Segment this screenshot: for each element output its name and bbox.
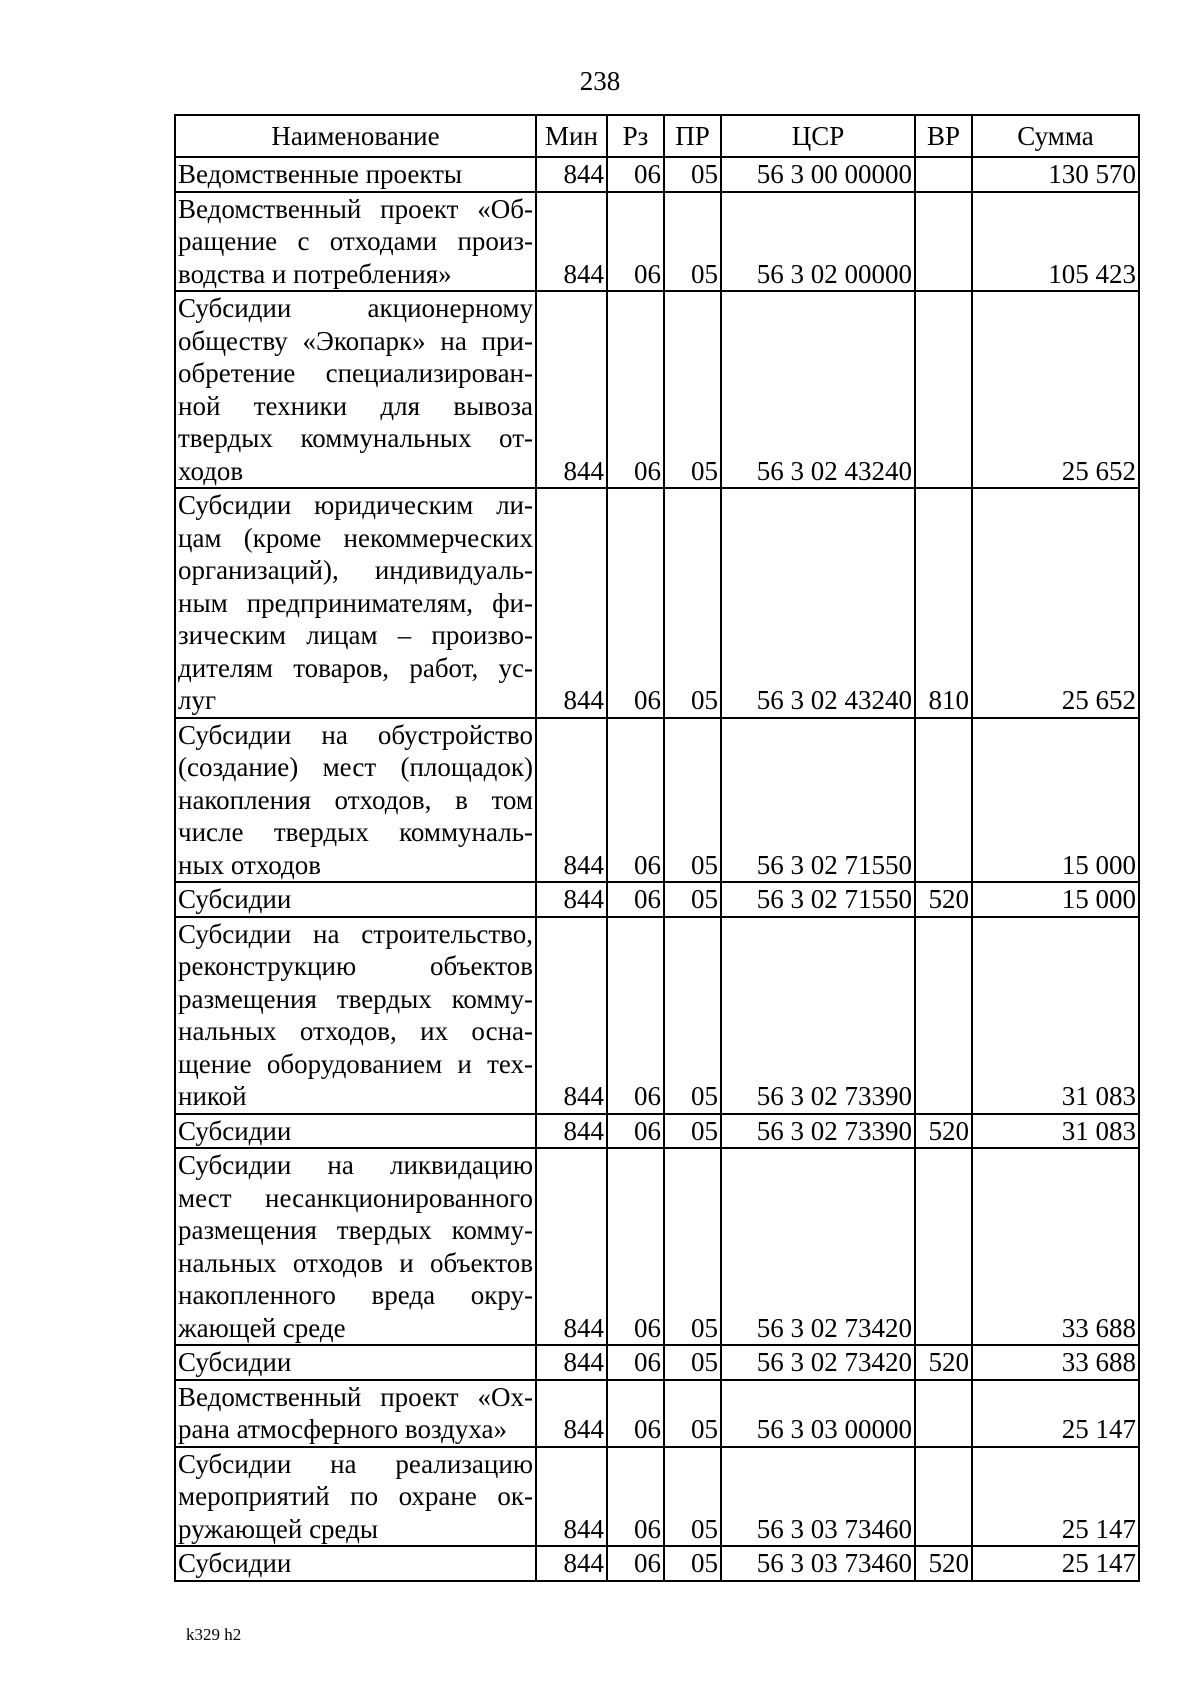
row-sum: 105 423 [972, 192, 1139, 292]
row-name-line: жающей среде [178, 1312, 346, 1343]
row-name-line: ных отходов [178, 849, 321, 880]
row-rz: 06 [607, 1148, 664, 1345]
row-name [175, 882, 536, 917]
row-name-line: Субсидии акционерному [178, 293, 533, 323]
header-csr: ЦСР [721, 115, 915, 157]
row-name-line: рана атмосферного воздуха» [178, 1414, 508, 1444]
row-pr: 05 [664, 488, 721, 718]
row-csr: 56 3 03 00000 [721, 1380, 915, 1447]
table-body [175, 157, 1139, 1581]
row-min: 844 [536, 1148, 607, 1345]
row-pr: 05 [664, 291, 721, 488]
row-name [175, 1380, 536, 1447]
header-rz: Рз [607, 115, 664, 157]
row-name-line: обретение специализирован- [178, 358, 533, 388]
row-rz: 06 [607, 488, 664, 718]
row-name-line: ращение с отходами произ- [178, 226, 533, 256]
row-name-line: цам (кроме некоммерческих [178, 522, 533, 553]
row-csr: 56 3 02 71550 [721, 882, 915, 917]
row-vr: 520 [915, 1546, 972, 1581]
row-sum: 33 688 [972, 1148, 1139, 1345]
row-csr: 56 3 02 73420 [721, 1345, 915, 1380]
row-name-line: организаций), индивидуаль- [178, 555, 533, 585]
row-rz: 06 [607, 917, 664, 1114]
row-min: 844 [536, 1546, 607, 1581]
row-sum: 31 083 [972, 917, 1139, 1114]
row-vr: 520 [915, 1345, 972, 1380]
row-name [175, 1546, 536, 1581]
row-csr: 56 3 02 43240 [721, 488, 915, 718]
row-name-line: реконструкцию объектов [178, 951, 533, 981]
row-name-line: луг [178, 685, 217, 715]
row-name-line: Субсидии на обустройство [178, 719, 533, 750]
row-pr: 05 [664, 1546, 721, 1581]
header-vr: ВР [915, 115, 972, 157]
table-row [175, 1546, 1139, 1581]
row-name-line: размещения твердых комму- [178, 983, 533, 1014]
row-pr: 05 [664, 1114, 721, 1149]
footer-code: k329 h2 [186, 1625, 242, 1644]
row-name-line: мероприятий по охране ок- [178, 1481, 533, 1511]
row-min: 844 [536, 1447, 607, 1547]
row-name [175, 718, 536, 883]
row-rz: 06 [607, 157, 664, 192]
row-sum: 15 000 [972, 882, 1139, 917]
page-number: 238 [579, 66, 621, 96]
table-row [175, 192, 1139, 292]
row-sum: 25 147 [972, 1447, 1139, 1547]
row-name-line: размещения твердых комму- [178, 1215, 533, 1245]
header-sum: Сумма [972, 115, 1139, 157]
table-row [175, 1148, 1139, 1345]
row-name [175, 1114, 536, 1149]
row-sum: 25 652 [972, 291, 1139, 488]
row-name-line: Субсидии юридическим ли- [178, 490, 533, 520]
row-name-line: Ведомственный проект «Об- [178, 193, 533, 224]
row-name-line: накопленного вреда окру- [178, 1280, 533, 1310]
row-rz: 06 [607, 1380, 664, 1447]
row-vr: 520 [915, 882, 972, 917]
row-min: 844 [536, 291, 607, 488]
table-row [175, 1380, 1139, 1447]
row-pr: 05 [664, 1345, 721, 1380]
row-min: 844 [536, 488, 607, 718]
row-sum: 31 083 [972, 1114, 1139, 1149]
row-name-line: мест несанкционированного [178, 1182, 533, 1213]
row-sum: 33 688 [972, 1345, 1139, 1380]
row-vr [915, 917, 972, 1114]
row-name [175, 917, 536, 1114]
row-pr: 05 [664, 917, 721, 1114]
row-csr: 56 3 02 00000 [721, 192, 915, 292]
row-name-line: никой [178, 1081, 247, 1111]
table-row [175, 718, 1139, 883]
table-row [175, 882, 1139, 917]
row-min: 844 [536, 917, 607, 1114]
row-name [175, 157, 536, 192]
row-vr [915, 1148, 972, 1345]
table-row [175, 157, 1139, 192]
row-pr: 05 [664, 192, 721, 292]
row-name-line: обществу «Экопарк» на при- [178, 325, 533, 356]
row-vr [915, 718, 972, 883]
row-sum: 130 570 [972, 157, 1139, 192]
row-name-line: Субсидии [178, 1548, 292, 1578]
row-name-line: (создание) мест (площадок) [178, 752, 533, 782]
row-csr: 56 3 00 00000 [721, 157, 915, 192]
row-csr: 56 3 02 73390 [721, 917, 915, 1114]
row-csr: 56 3 02 71550 [721, 718, 915, 883]
row-csr: 56 3 03 73460 [721, 1546, 915, 1581]
table-row [175, 1345, 1139, 1380]
header-min: Мин [536, 115, 607, 157]
row-rz: 06 [607, 192, 664, 292]
row-csr: 56 3 02 73420 [721, 1148, 915, 1345]
table-row [175, 1447, 1139, 1547]
row-pr: 05 [664, 1148, 721, 1345]
row-sum: 15 000 [972, 718, 1139, 883]
table-row [175, 488, 1139, 718]
row-sum: 25 147 [972, 1546, 1139, 1581]
row-name-line: нальных отходов, их осна- [178, 1016, 533, 1046]
budget-table [174, 114, 1140, 1582]
row-vr: 520 [915, 1114, 972, 1149]
row-rz: 06 [607, 291, 664, 488]
row-name [175, 291, 536, 488]
header-pr: ПР [664, 115, 721, 157]
row-name-line: Субсидии на ликвидацию [178, 1150, 533, 1180]
row-name-line: Субсидии на реализацию [178, 1448, 533, 1479]
table-row [175, 1114, 1139, 1149]
row-name-line: водства и потребления» [178, 258, 452, 289]
row-rz: 06 [607, 1546, 664, 1581]
row-vr [915, 157, 972, 192]
row-name-line: Субсидии на строительство, [178, 918, 533, 949]
row-name [175, 192, 536, 292]
row-min: 844 [536, 1380, 607, 1447]
row-name-line: ным предпринимателям, фи- [178, 587, 533, 618]
row-rz: 06 [607, 718, 664, 883]
row-rz: 06 [607, 1345, 664, 1380]
row-name-line: дителям товаров, работ, ус- [178, 652, 533, 683]
row-csr: 56 3 03 73460 [721, 1447, 915, 1547]
row-name-line: Субсидии [178, 1115, 292, 1146]
row-min: 844 [536, 1345, 607, 1380]
row-rz: 06 [607, 1114, 664, 1149]
row-pr: 05 [664, 1447, 721, 1547]
header-name: Наименование [175, 115, 536, 157]
row-name-line: ной техники для вывоза [178, 390, 533, 421]
row-name [175, 488, 536, 718]
row-sum: 25 652 [972, 488, 1139, 718]
row-name [175, 1148, 536, 1345]
row-pr: 05 [664, 882, 721, 917]
table-row [175, 291, 1139, 488]
row-name-line: щение оборудованием и тех- [178, 1048, 533, 1079]
row-min: 844 [536, 192, 607, 292]
row-pr: 05 [664, 718, 721, 883]
row-csr: 56 3 02 43240 [721, 291, 915, 488]
row-vr: 810 [915, 488, 972, 718]
row-name-line: Ведомственные проекты [178, 159, 463, 189]
row-min: 844 [536, 1114, 607, 1149]
row-vr [915, 291, 972, 488]
row-name-line: накопления отходов, в том [178, 784, 533, 815]
row-min: 844 [536, 157, 607, 192]
row-name-line: твердых коммунальных от- [178, 423, 533, 453]
row-name-line: ружающей среды [178, 1513, 379, 1544]
row-name-line: зическим лицам – произво- [178, 620, 533, 650]
row-min: 844 [536, 718, 607, 883]
row-name-line: Субсидии [178, 884, 292, 914]
table-header-row [175, 115, 1139, 157]
table-row [175, 917, 1139, 1114]
row-name-line: нальных отходов и объектов [178, 1247, 533, 1278]
row-vr [915, 192, 972, 292]
row-pr: 05 [664, 157, 721, 192]
row-pr: 05 [664, 1380, 721, 1447]
row-vr [915, 1380, 972, 1447]
row-name [175, 1447, 536, 1547]
row-name-line: ходов [178, 455, 244, 486]
row-name-line: числе твердых коммуналь- [178, 817, 533, 847]
row-vr [915, 1447, 972, 1547]
row-name-line: Ведомственный проект «Ох- [178, 1381, 533, 1412]
row-csr: 56 3 02 73390 [721, 1114, 915, 1149]
row-name-line: Субсидии [178, 1347, 292, 1377]
row-min: 844 [536, 882, 607, 917]
row-rz: 06 [607, 1447, 664, 1547]
row-name [175, 1345, 536, 1380]
row-sum: 25 147 [972, 1380, 1139, 1447]
row-rz: 06 [607, 882, 664, 917]
